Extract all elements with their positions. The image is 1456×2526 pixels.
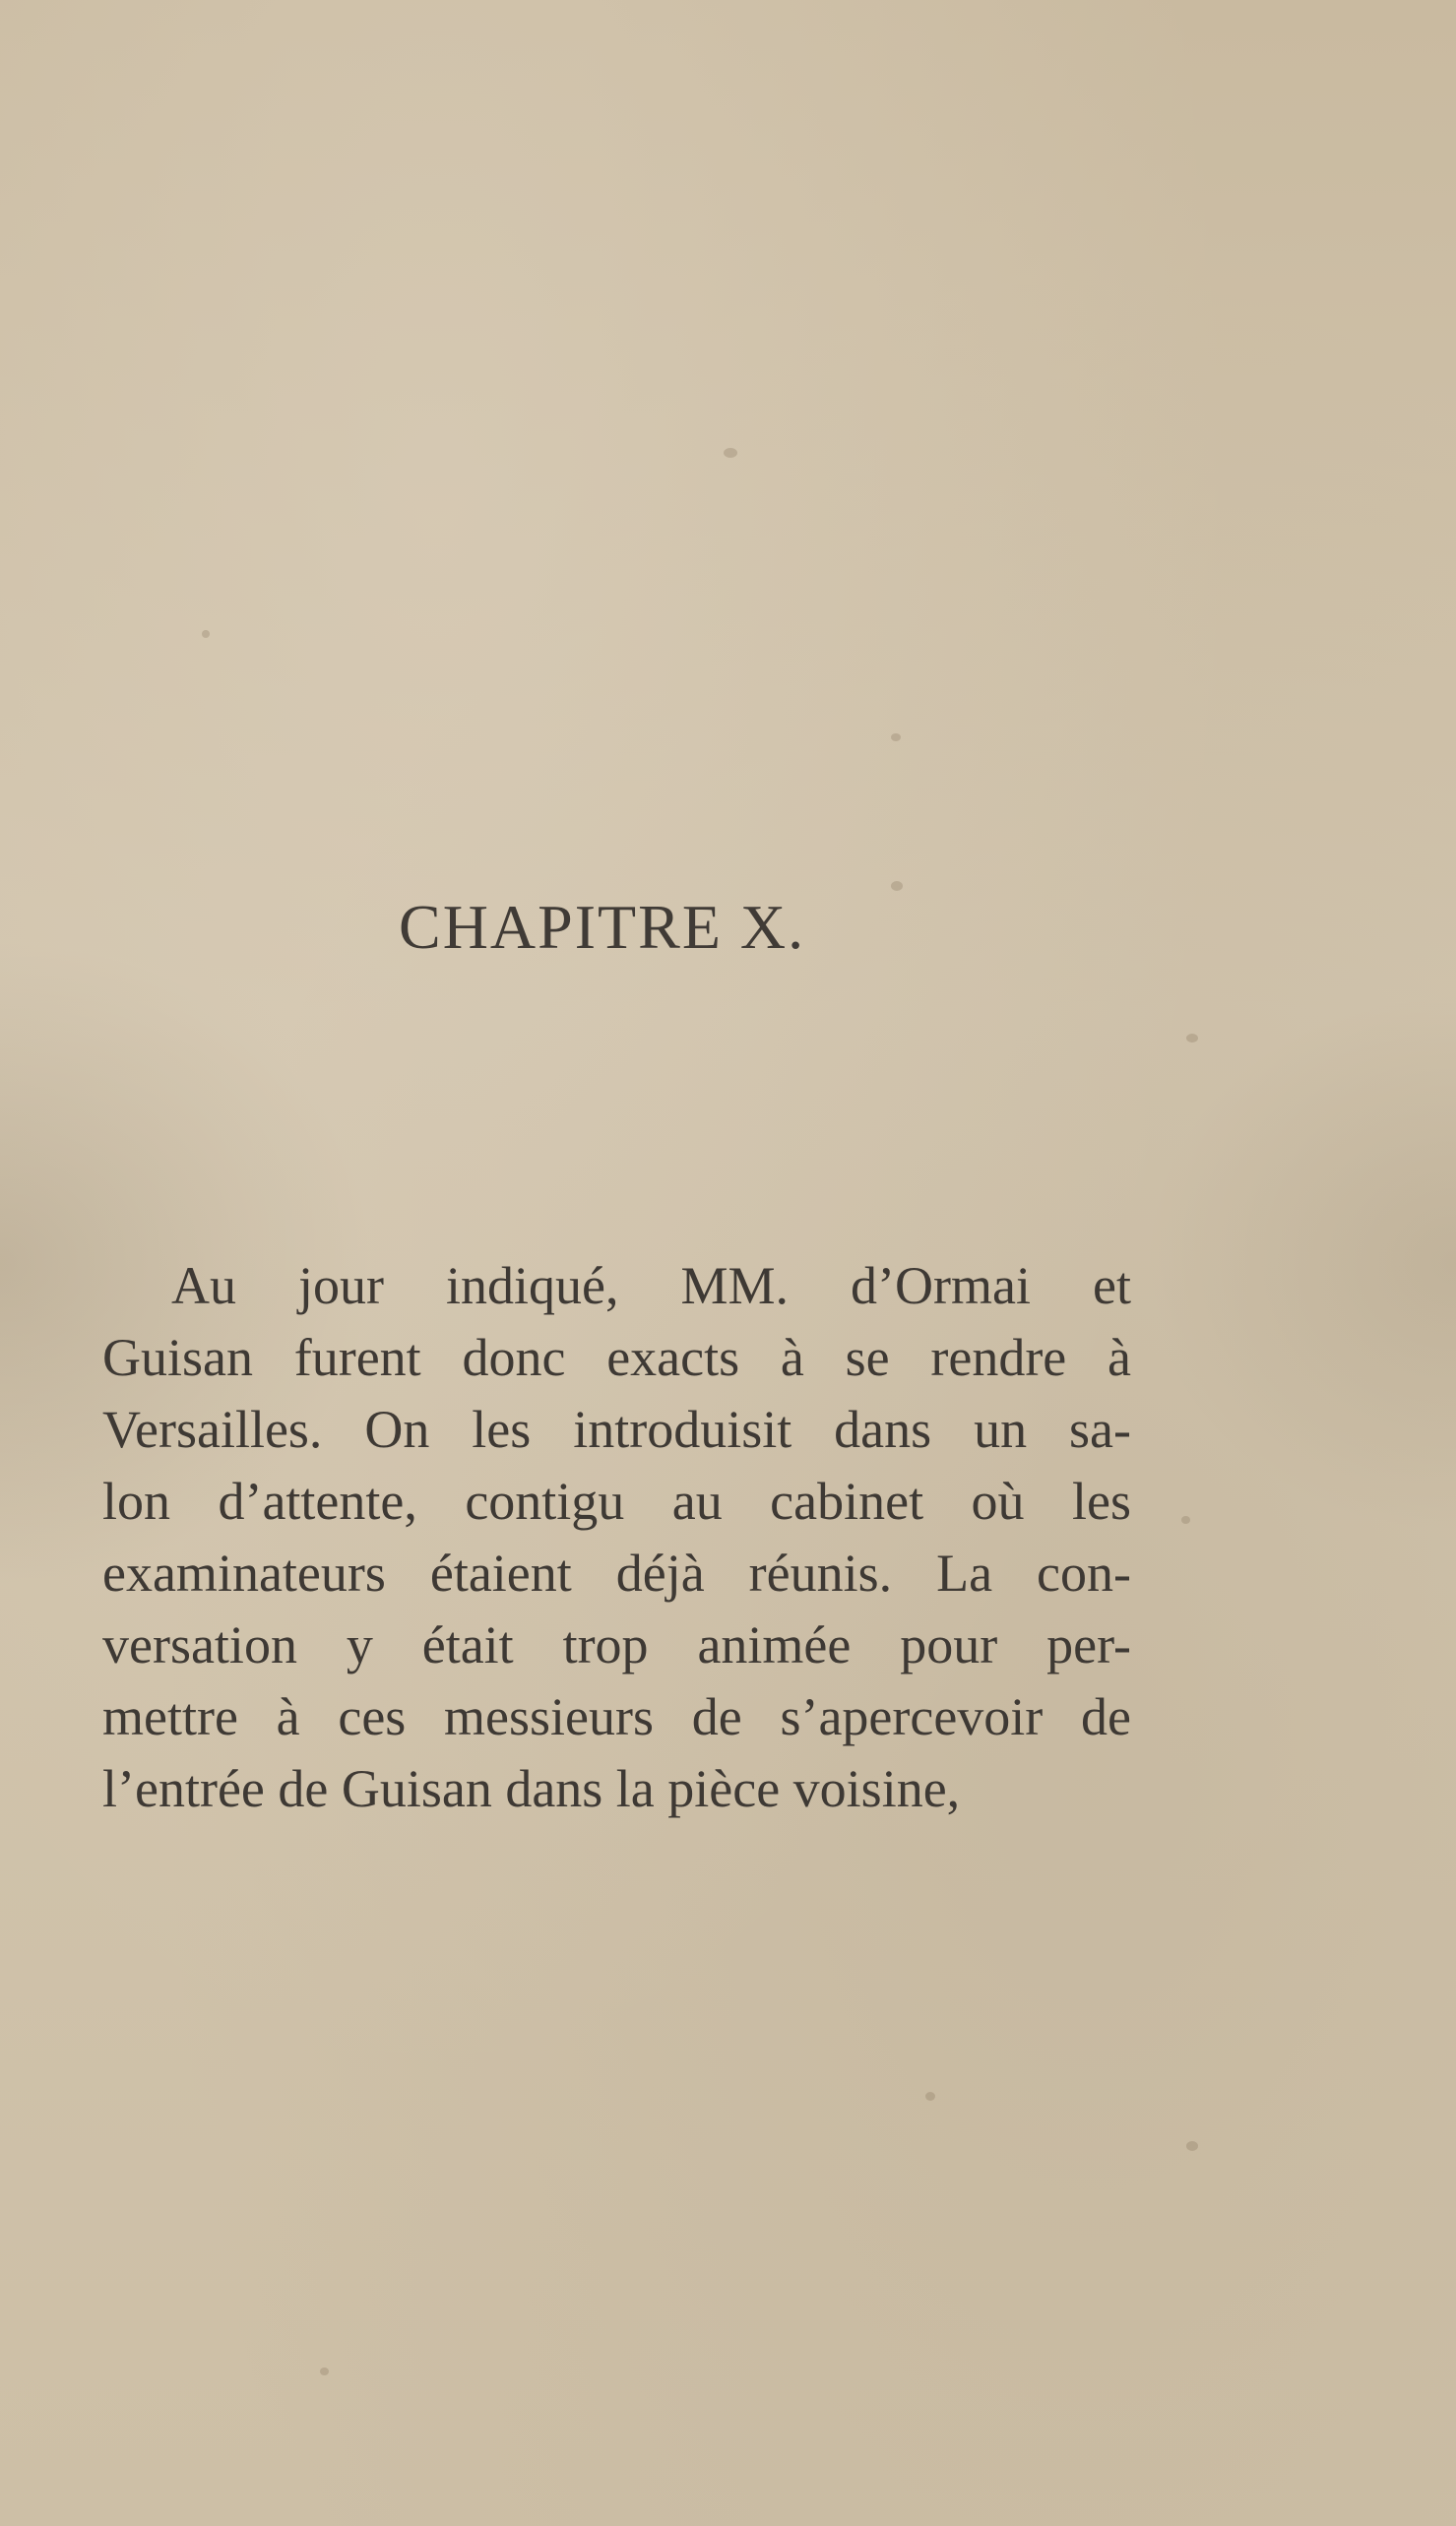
foxing-spot [724,448,737,458]
text-line: Versailles. On les introduisit dans un sa- [102,1400,1131,1459]
foxing-spot [1186,2141,1198,2151]
text-line: examinateurs étaient déjà réunis. La con- [102,1544,1131,1603]
foxing-spot [925,2092,935,2101]
foxing-spot [1186,1034,1198,1042]
text-line: versation y était trop animée pour per- [102,1615,1131,1674]
chapter-heading: CHAPITRE X. [399,892,806,962]
text-line: Guisan furent donc exacts à se rendre à [102,1328,1131,1387]
foxing-spot [202,630,210,638]
foxing-spot [1181,1516,1190,1524]
body-paragraph [102,1250,1131,1825]
foxing-spot [320,2368,329,2375]
foxing-spot [891,733,901,741]
text-line: mettre à ces messieurs de s’apercevoir de [102,1687,1131,1746]
text-line: lon d’attente, contigu au cabinet où les [102,1472,1131,1531]
foxing-spot [891,881,903,891]
text-line: Au jour indiqué, MM. d’Ormai et [171,1256,1131,1315]
text-line: l’entrée de Guisan dans la pièce voisine, [102,1759,961,1818]
